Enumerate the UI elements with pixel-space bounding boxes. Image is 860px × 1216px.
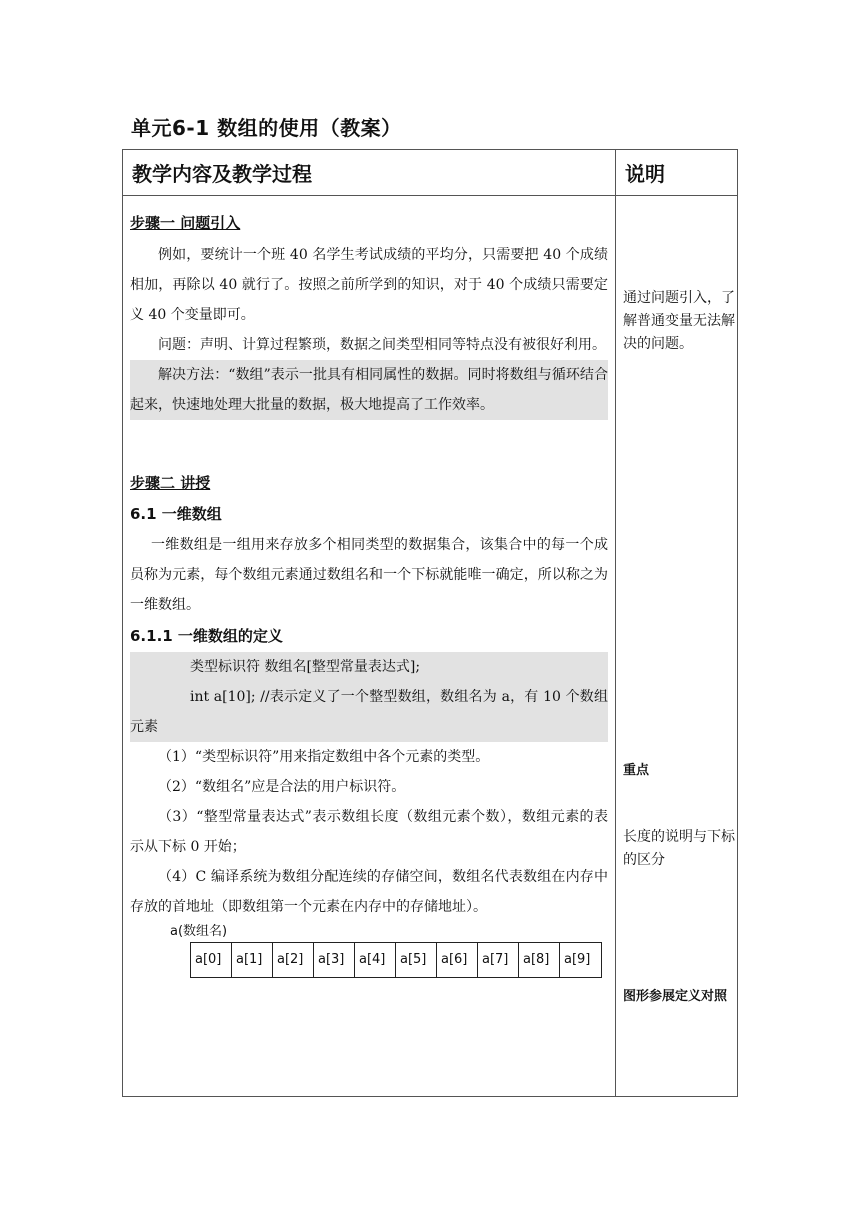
array-cells	[190, 942, 602, 978]
array-cell: a[1]	[232, 943, 273, 977]
step1-solution: 解决方法：“数组”表示一批具有相同属性的数据。同时将数组与循环结合起来，快速地处理大批量的数据，极大地提高了工作效率。	[130, 360, 608, 420]
header-notes: 说明	[625, 162, 665, 186]
section-6-1-1: 6.1.1 一维数组的定义	[130, 627, 283, 645]
note-length-index: 长度的说明与下标的区分	[623, 829, 735, 868]
column-divider	[615, 150, 616, 1096]
section-6-1: 6.1 一维数组	[130, 505, 222, 523]
step1-paragraph-1: 例如，要统计一个班 40 名学生考试成绩的平均分，只需要把 40 个成绩相加，再除以 40 就行了。按照之前所学到的知识，对于 40 个成绩只需要定义 40 个变量即可。	[130, 247, 608, 323]
step1-heading: 步骤一 问题引入	[130, 214, 241, 232]
section-6-1-text: 一维数组是一组用来存放多个相同类型的数据集合，该集合中的每一个成员称为元素，每个数组元素通过数组名和一个下标就能唯一确定，所以称之为一维数组。	[130, 537, 608, 613]
note-intro: 通过问题引入，了解普通变量无法解决的问题。	[623, 290, 735, 352]
array-cell: a[0]	[191, 943, 232, 977]
document-title: 单元6-1 数组的使用（教案）	[131, 116, 402, 140]
list-item-4: （4）C 编译系统为数组分配连续的存储空间，数组名代表数组在内存中存放的首地址（即数组第一个元素在内存中的存储地址）。	[130, 869, 608, 915]
lesson-table	[122, 149, 738, 1097]
list-item-2: （2）“数组名”应是合法的用户标识符。	[158, 779, 406, 795]
array-cell: a[5]	[396, 943, 437, 977]
array-cell: a[7]	[478, 943, 519, 977]
array-cell: a[3]	[314, 943, 355, 977]
array-cell: a[4]	[355, 943, 396, 977]
array-cell: a[6]	[437, 943, 478, 977]
step1-paragraph-2: 问题：声明、计算过程繁琐，数据之间类型相同等特点没有被很好利用。	[158, 337, 606, 353]
note-diagram-reference: 图形参展定义对照	[623, 989, 728, 1004]
header-divider	[123, 195, 737, 196]
array-cell: a[9]	[564, 952, 591, 967]
step2-heading: 步骤二 讲授	[130, 474, 211, 492]
array-diagram-label: a(数组名)	[170, 924, 228, 939]
note-key-point: 重点	[623, 763, 650, 778]
header-content: 教学内容及教学过程	[132, 162, 312, 186]
code-syntax: 类型标识符 数组名[整型常量表达式];	[190, 659, 421, 675]
list-item-3: （3）“整型常量表达式”表示数组长度（数组元素个数），数组元素的表示从下标 0 开始；	[130, 809, 608, 855]
array-diagram	[156, 924, 608, 978]
list-item-1: （1）“类型标识符”用来指定数组中各个元素的类型。	[158, 749, 490, 765]
code-example: int a[10]; //表示定义了一个整型数组，数组名为 a，有 10 个数组元素	[130, 689, 608, 735]
content-column	[130, 208, 608, 978]
array-cell: a[8]	[519, 943, 560, 977]
array-cell: a[2]	[273, 943, 314, 977]
code-block	[130, 652, 608, 742]
